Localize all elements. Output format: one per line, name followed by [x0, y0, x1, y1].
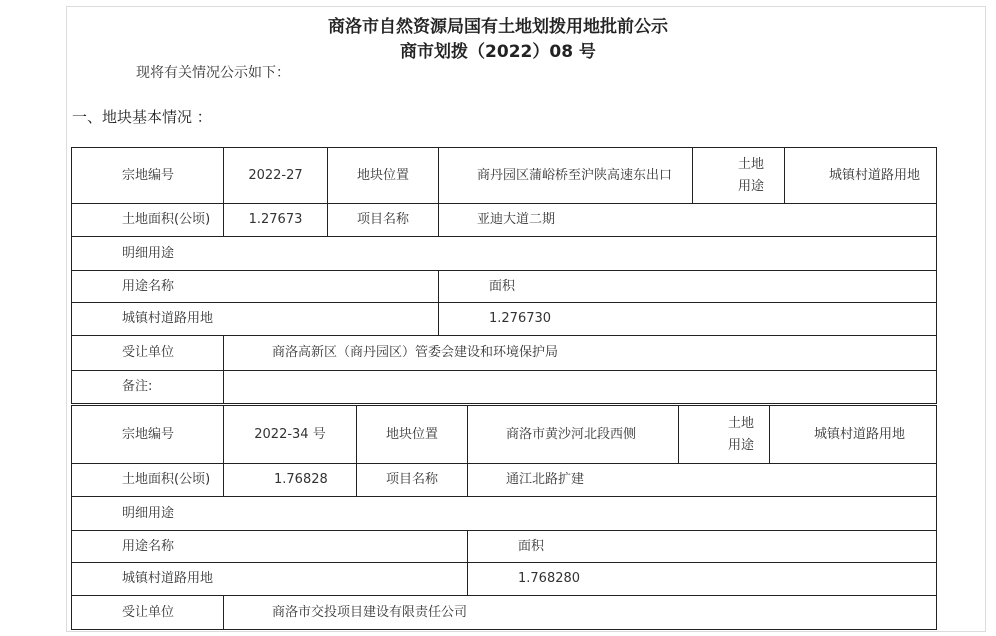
detail-use-label: 明细用途 [72, 497, 937, 531]
detail-use-value: 城镇村道路用地 [72, 563, 468, 596]
area-label: 土地面积(公顷) [72, 464, 224, 497]
grantee-value: 商洛市交投项目建设有限责任公司 [224, 596, 937, 630]
table-row [72, 406, 937, 464]
parcel-table-1 [71, 147, 937, 404]
code-label: 宗地编号 [72, 148, 224, 204]
grantee-label: 受让单位 [72, 596, 224, 630]
area-label: 土地面积(公顷) [72, 204, 224, 237]
code-label: 宗地编号 [72, 406, 224, 464]
location-value: 商丹园区蒲峪桥至沪陕高速东出口 [439, 148, 693, 204]
remark-label: 备注: [72, 371, 224, 404]
table-row [72, 148, 937, 204]
project-label: 项目名称 [357, 464, 468, 497]
use-name-header: 用途名称 [72, 271, 439, 303]
area-value: 1.27673 [224, 204, 328, 237]
table-row [72, 497, 937, 531]
grantee-value: 商洛高新区（商丹园区）管委会建设和环境保护局 [224, 336, 937, 371]
code-value: 2022-27 [224, 148, 328, 204]
table-row [72, 371, 937, 404]
use-name-header: 用途名称 [72, 531, 468, 563]
grantee-label: 受让单位 [72, 336, 224, 371]
area-header: 面积 [468, 531, 937, 563]
code-value: 2022-34 号 [224, 406, 357, 464]
table-row [72, 237, 937, 271]
table-row [72, 204, 937, 237]
table-row [72, 596, 937, 630]
use-label: 土地用途 [693, 148, 785, 204]
location-value: 商洛市黄沙河北段西侧 [468, 406, 679, 464]
table-row [72, 271, 937, 303]
notice-title: 商洛市自然资源局国有土地划拨用地批前公示 [328, 17, 668, 37]
detail-use-label: 明细用途 [72, 237, 937, 271]
section-heading: 一、地块基本情况 ： [72, 108, 212, 126]
area-value: 1.76828 [224, 464, 357, 497]
detail-use-value: 城镇村道路用地 [72, 303, 439, 336]
use-value: 城镇村道路用地 [770, 406, 937, 464]
use-value: 城镇村道路用地 [785, 148, 937, 204]
intro-text: 现将有关情况公示如下： [136, 65, 290, 81]
notice-number: 商市划拨（2022）08 号 [400, 42, 596, 62]
table-row [72, 464, 937, 497]
table-row [72, 531, 937, 563]
detail-area-value: 1.768280 [468, 563, 937, 596]
location-label: 地块位置 [328, 148, 439, 204]
parcel-table-2 [71, 405, 937, 630]
table-row [72, 336, 937, 371]
project-value: 通江北路扩建 [468, 464, 937, 497]
use-label: 土地用途 [679, 406, 770, 464]
area-header: 面积 [439, 271, 937, 303]
table-row [72, 303, 937, 336]
table-row [72, 563, 937, 596]
project-label: 项目名称 [328, 204, 439, 237]
location-label: 地块位置 [357, 406, 468, 464]
project-value: 亚迪大道二期 [439, 204, 937, 237]
detail-area-value: 1.276730 [439, 303, 937, 336]
remark-value [224, 371, 937, 404]
